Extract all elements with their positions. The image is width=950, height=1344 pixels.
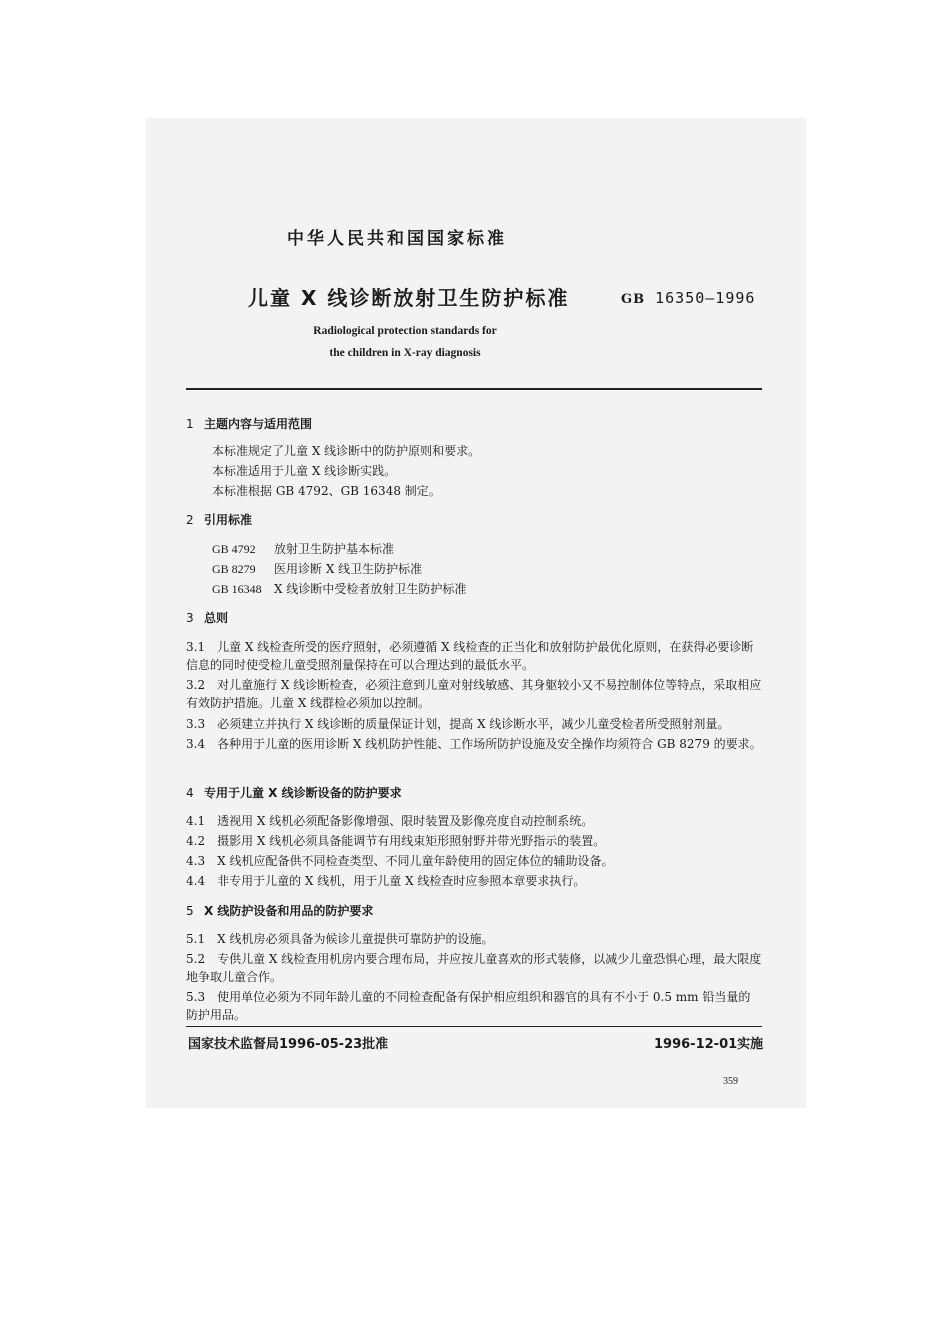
reference-code: GB 16348	[212, 582, 262, 596]
reference-item	[212, 560, 422, 577]
clause: 3.2 对儿童施行 X 线诊断检查，必须注意到儿童对射线敏感、其身躯较小又不易控制体位等特点，采取相应有效防护措施。儿童 X 线群检必须加以控制。	[186, 678, 762, 710]
section-4-heading	[186, 784, 402, 801]
section-number: 5	[186, 904, 194, 918]
country-standard-heading: 中华人民共和国国家标准	[287, 229, 507, 249]
section-title: X 线防护设备和用品的防护要求	[204, 904, 374, 918]
clause: 4.3 X 线机应配备供不同检查类型、不同儿童年龄使用的固定体位的辅助设备。	[186, 854, 614, 868]
standard-code: 16350—1996	[655, 289, 756, 307]
clause: 4.4 非专用于儿童的 X 线机，用于儿童 X 线检查时应参照本章要求执行。	[186, 874, 586, 888]
english-title-line: the children in X-ray diagnosis	[329, 347, 481, 359]
implementation-date: 1996-12-01实施	[654, 1037, 764, 1052]
page-number: 359	[723, 1076, 738, 1087]
reference-name: 放射卫生防护基本标准	[274, 542, 395, 556]
reference-item	[212, 580, 466, 597]
section-3-heading	[186, 609, 228, 626]
section-number: 2	[186, 513, 194, 527]
clause: 3.1 儿童 X 线检查所受的医疗照射，必须遵循 X 线检查的正当化和放射防护最优化原则，在获得必要诊断信息的同时使受检儿童受照剂量保持在可以合理达到的最低水平。	[186, 640, 754, 672]
reference-name: 医用诊断 X 线卫生防护标准	[274, 562, 423, 576]
reference-code: GB 4792	[212, 542, 256, 556]
section-title: 引用标准	[204, 513, 253, 527]
clause: 5.1 X 线机房必须具备为候诊儿童提供可靠防护的设施。	[186, 932, 494, 946]
reference-item	[212, 540, 394, 557]
clause: 3.4 各种用于儿童的医用诊断 X 线机防护性能、工作场所防护设施及安全操作均须符合 GB 8279 的要求。	[186, 737, 762, 751]
section-title: 专用于儿童 X 线诊断设备的防护要求	[204, 786, 402, 800]
paragraph: 本标准根据 GB 4792、GB 16348 制定。	[212, 484, 441, 498]
approval-note: 国家技术监督局1996-05-23批准	[188, 1037, 389, 1052]
reference-name: X 线诊断中受检者放射卫生防护标准	[274, 582, 467, 596]
section-number: 3	[186, 611, 194, 625]
clause: 4.2 摄影用 X 线机必须具备能调节有用线束矩形照射野并带光野指示的装置。	[186, 834, 606, 848]
standard-number	[621, 289, 755, 307]
english-title-line: Radiological protection standards for	[313, 325, 497, 337]
section-number: 4	[186, 786, 194, 800]
section-title: 总则	[204, 611, 229, 625]
clause: 5.2 专供儿童 X 线检查用机房内要合理布局，并应按儿童喜欢的形式装修，以减少儿童恐惧心理，最大限度地争取儿童合作。	[186, 952, 762, 984]
section-1-heading	[186, 415, 312, 432]
clause: 4.1 透视用 X 线机必须配备影像增强、限时装置及影像亮度自动控制系统。	[186, 814, 594, 828]
reference-code: GB 8279	[212, 562, 256, 576]
paragraph: 本标准规定了儿童 X 线诊断中的防护原则和要求。	[212, 444, 481, 458]
document-title: 儿童 X 线诊断放射卫生防护标准	[248, 286, 570, 310]
clause: 5.3 使用单位必须为不同年龄儿童的不同检查配备有保护相应组织和器官的具有不小于 0.5 mm 铅当量的防护用品。	[186, 990, 751, 1022]
footer-divider	[186, 1026, 762, 1027]
section-5-heading	[186, 902, 373, 919]
section-title: 主题内容与适用范围	[204, 417, 313, 431]
section-number: 1	[186, 417, 194, 431]
section-2-heading	[186, 511, 252, 528]
paragraph: 本标准适用于儿童 X 线诊断实践。	[212, 464, 397, 478]
english-title	[280, 320, 530, 364]
header-divider	[186, 388, 762, 390]
standard-prefix: GB	[621, 292, 646, 307]
clause: 3.3 必须建立并执行 X 线诊断的质量保证计划，提高 X 线诊断水平，减少儿童受检者所受照射剂量。	[186, 717, 730, 731]
